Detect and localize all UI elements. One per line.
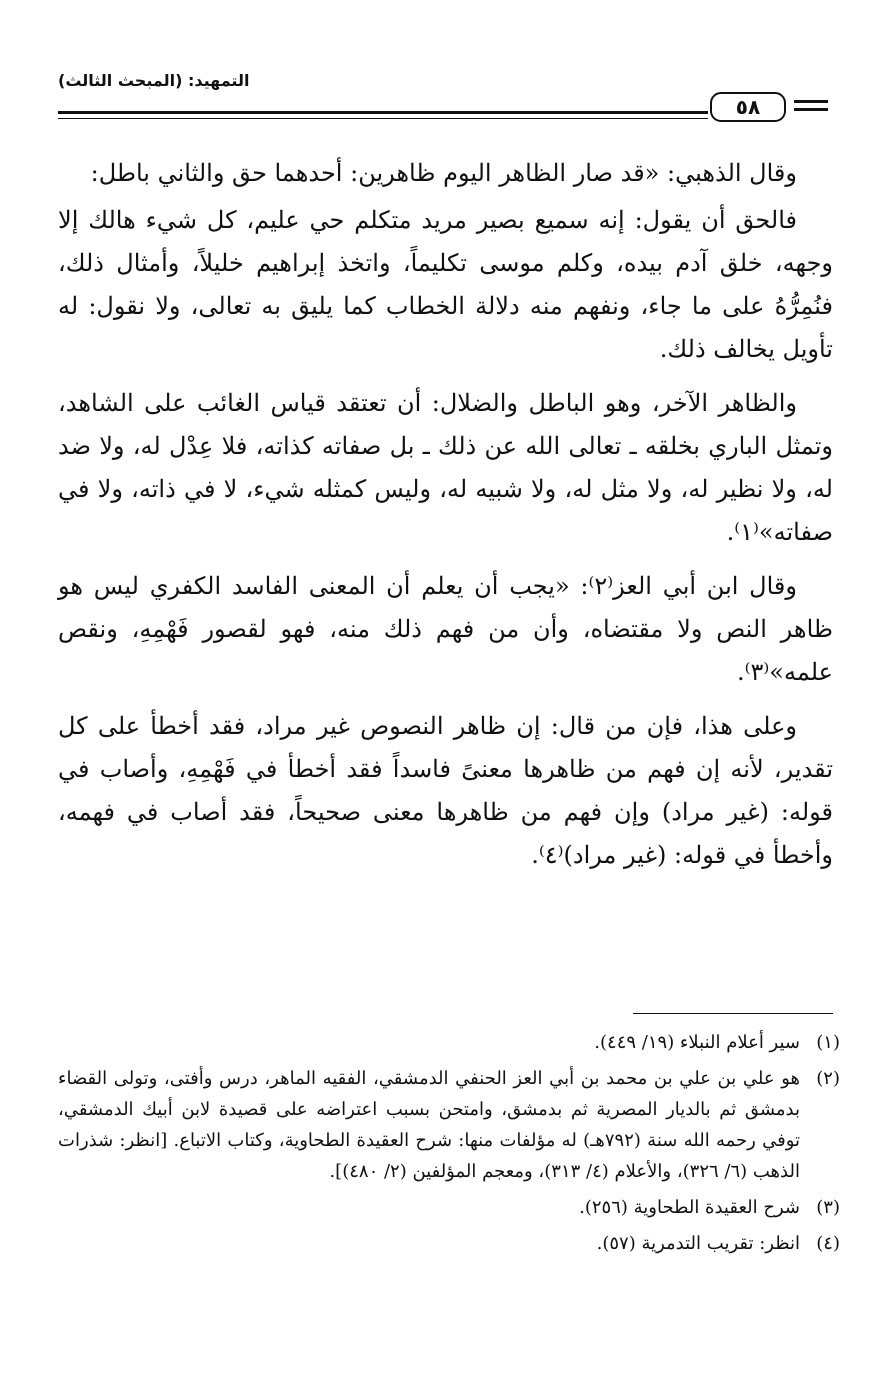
footnote (58, 1063, 840, 1187)
paragraph: وقال الذهبي: «قد صار الظاهر اليوم ظاهرين: أحدهما حق والثاني باطل: (90, 159, 797, 187)
paragraph: فالحق أن يقول: إنه سميع بصير مريد متكلم حي عليم، كل شيء هالك إلا وجهه، خلق آدم بيده، وكلم موسى تكليماً، واتخذ إبراهيم خليلاً، وأمثال ذلك، فنُمِرُّهُ على ما جاء، ونفهم منه دلالة الخطاب كما يليق به تعالى، ولا نقول: له تأويل يخالف ذلك. (58, 206, 834, 363)
header-rule-thin (58, 118, 708, 119)
header-ornament-line (794, 100, 828, 103)
paragraph: والظاهر الآخر، وهو الباطل والضلال: أن تعتقد قياس الغائب على الشاهد، وتمثل الباري بخلقه ـ تعالى الله عن ذلك ـ بل صفاته كذاته، فلا عِدْل له، ولا ضد له، ولا نظير له، ولا مثل له، ولا شبيه له، وليس كمثله شيء، لا في ذاته، ولا في صفاته»⁽١⁾. (58, 389, 833, 546)
footnote (58, 1192, 840, 1223)
footnote (58, 1228, 840, 1259)
paragraph: وعلى هذا، فإن من قال: إن ظاهر النصوص غير مراد، فقد أخطأ على كل تقدير، لأنه إن فهم من ظاهرها معنىً فاسداً فقد أخطأ في فَهْمِهِ، وأصاب في قوله: (غير مراد) وإن فهم من ظاهرها معنى صحيحاً، فقد أصاب في فهمه، وأخطأ في قوله: (غير مراد)⁽٤⁾. (58, 712, 833, 869)
footnote-number: (١) (816, 1032, 840, 1053)
footnotes (58, 1027, 840, 1264)
running-title: التمهيد: (المبحث الثالث) (58, 71, 250, 90)
header-rule-thick (58, 111, 708, 114)
footnote-number: (٢) (816, 1068, 840, 1089)
header-ornament-line (794, 108, 828, 111)
footnote (58, 1027, 840, 1058)
paragraph: وقال ابن أبي العز⁽٢⁾: «يجب أن يعلم أن المعنى الفاسد الكفري ليس هو ظاهر النص ولا مقتضاه، وأن من فهم ذلك منه، فهو لقصور فَهْمِهِ، ونقص علمه»⁽٣⁾. (58, 572, 833, 686)
footnote-number: (٤) (816, 1233, 840, 1254)
footnote-number: (٣) (816, 1197, 840, 1218)
footnote-text: شرح العقيدة الطحاوية (٢٥٦). (579, 1197, 800, 1218)
footnote-text: هو علي بن علي بن محمد بن أبي العز الحنفي الدمشقي، الفقيه الماهر، درس وأفتى، وتولى القضاء بدمشق ثم بالديار المصرية ثم بدمشق، وامتحن بسبب اعتراضه على قصيدة لابن أبيك الدمشقي، توفي رحمه الله سنة (٧٩٢هـ) له مؤلفات منها: شرح العقيدة الطحاوية، وكتاب الاتباع. [انظر: شذرات الذهب (٦/ ٣٢٦)، والأعلام (٤/ ٣١٣)، ومعجم المؤلفين (٢/ ٤٨٠)]. (58, 1068, 800, 1182)
footnote-text: انظر: تقريب التدمرية (٥٧). (596, 1233, 800, 1254)
footnote-text: سير أعلام النبلاء (١٩/ ٤٤٩). (594, 1032, 800, 1053)
footnote-separator (633, 1013, 833, 1014)
main-text (58, 152, 833, 888)
page-number: ٥٨ (710, 92, 786, 122)
